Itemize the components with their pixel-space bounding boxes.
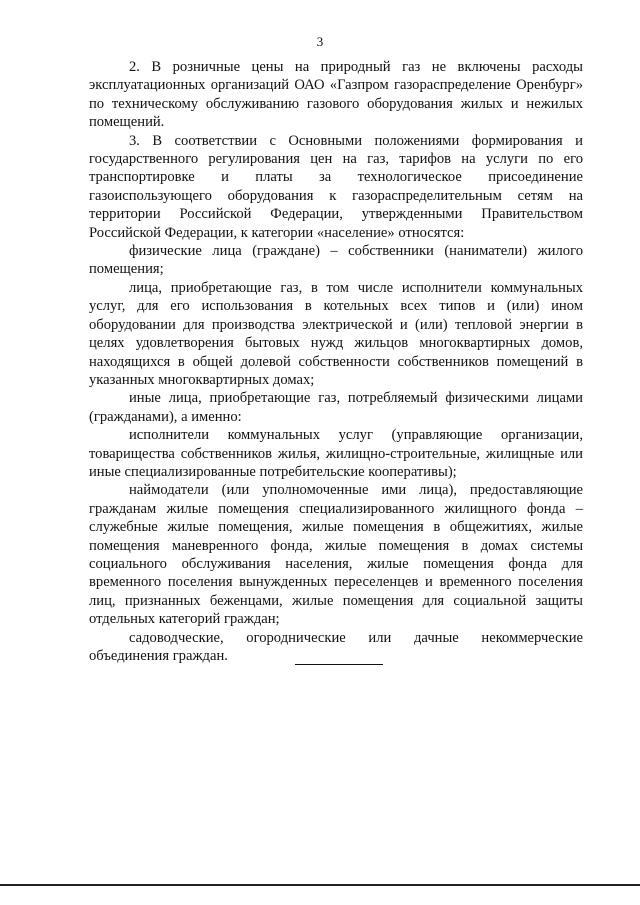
document-body [89,58,583,665]
page-number: 3 [316,34,324,49]
end-separator-line [295,664,383,665]
list-item-other-persons: иные лица, приобретающие газ, потребляемый физическими лицами (гражданами), а именно: [89,390,583,425]
paragraph-retail-prices: 2. В розничные цены на природный газ не включены расходы эксплуатационных организаций ОАО «Газпром газораспределение Оренбург» по техническому обслуживанию газового оборудования жилых и нежилых помещений. [89,59,583,131]
list-item-gas-buyers: лица, приобретающие газ, в том числе исполнители коммунальных услуг, для его использования в котельных всех типов и (или) ином оборудовании для производства электрической и (или) тепловой энергии в целях удовлетворения бытовых нужд жильцов многоквартирных домов, находящихся в общей долевой собственности собственников помещений в указанных многоквартирных домах; [89,279,583,388]
list-item-utility-providers: исполнители коммунальных услуг (управляющие организации, товарищества собственников жилья, жилищно-строительные, жилищные или иные специализированные потребительские кооперативы); [89,427,583,480]
list-item-landlords: наймодатели (или уполномоченные ими лица), предоставляющие гражданам жилые помещения специализированного жилищного фонда – служебные жилые помещения, жилые помещения в общежитиях, жилые помещения маневренного фонда, жилые помещения в домах системы социального обслуживания населения, жилые помещения фонда для временного поселения вынужденных переселенцев и временного поселения лиц, признанных беженцами, жилые помещения для социальной защиты отдельных категорий граждан; [89,482,583,628]
list-item-garden-associations: садоводческие, огороднические или дачные некоммерческие объединения граждан. [89,629,583,664]
list-item-individuals: физические лица (граждане) – собственники (наниматели) жилого помещения; [89,243,583,278]
paragraph-population-category: 3. В соответствии с Основными положениями формирования и государственного регулирования цен на газ, тарифов на услуги по его транспортировке и платы за технологическое присоединение газоиспользующего оборудования к газораспределительным сетям на территории Российской Федерации, утвержденными Правительством Российской Федерации, к категории «население» относятся: [89,132,583,241]
bottom-scan-border [0,884,640,886]
